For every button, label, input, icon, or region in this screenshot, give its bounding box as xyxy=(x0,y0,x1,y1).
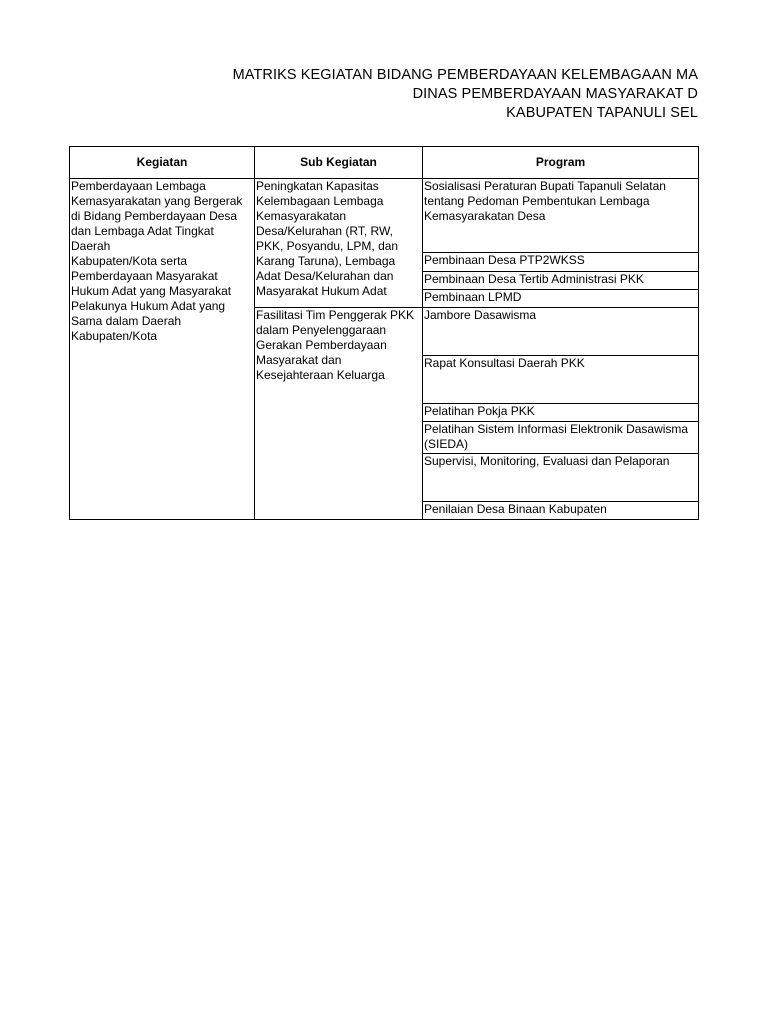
sub-kegiatan-text: Fasilitasi Tim Penggerak PKK dalam Penyelenggaraan Gerakan Pemberdayaan Masyarakat dan Kesejahteraan Keluarga xyxy=(256,308,415,382)
program-cell: Pembinaan Desa PTP2WKSS xyxy=(423,253,699,272)
title-line-2: DINAS PEMBERDAYAAN MASYARAKAT D xyxy=(412,86,698,102)
program-cell: Rapat Konsultasi Daerah PKK xyxy=(423,356,699,404)
sub-kegiatan-cell-1 xyxy=(255,179,423,308)
column-header-program: Program xyxy=(423,147,699,179)
document-title xyxy=(0,66,698,123)
kegiatan-text: Pemberdayaan Lembaga Kemasyarakatan yang Bergerak di Bidang Pemberdayaan Desa dan Lembaga Adat Tingkat Daerah Kabupaten/Kota serta Pemberdayaan Masyarakat Hukum Adat yang Masyarakat Pelakunya Hukum Adat yang Sama dalam Daerah Kabupaten/Kota xyxy=(71,179,243,343)
program-cell: Pelatihan Sistem Informasi Elektronik Dasawisma (SIEDA) xyxy=(423,422,699,454)
kegiatan-cell xyxy=(70,179,255,520)
program-cell: Pembinaan LPMD xyxy=(423,290,699,308)
program-cell: Jambore Dasawisma xyxy=(423,308,699,356)
program-cell: Pembinaan Desa Tertib Administrasi PKK xyxy=(423,272,699,290)
sub-kegiatan-cell-2 xyxy=(255,308,423,520)
program-cell: Pelatihan Pokja PKK xyxy=(423,404,699,422)
title-line-3: KABUPATEN TAPANULI SEL xyxy=(506,105,698,121)
column-header-kegiatan: Kegiatan xyxy=(70,147,255,179)
program-cell: Sosialisasi Peraturan Bupati Tapanuli Selatan tentang Pedoman Pembentukan Lembaga Kemasyarakatan Desa xyxy=(423,179,699,253)
table-row xyxy=(70,179,699,253)
program-cell: Penilaian Desa Binaan Kabupaten xyxy=(423,502,699,520)
program-cell: Supervisi, Monitoring, Evaluasi dan Pelaporan xyxy=(423,454,699,502)
title-line-1: MATRIKS KEGIATAN BIDANG PEMBERDAYAAN KELEMBAGAAN MA xyxy=(232,67,698,83)
table-header-row xyxy=(70,147,699,179)
column-header-sub-kegiatan: Sub Kegiatan xyxy=(255,147,423,179)
activity-matrix-table xyxy=(69,146,699,520)
sub-kegiatan-text: Peningkatan Kapasitas Kelembagaan Lembaga Kemasyarakatan Desa/Kelurahan (RT, RW, PKK, Posyandu, LPM, dan Karang Taruna), Lembaga Adat Desa/Kelurahan dan Masyarakat Hukum Adat xyxy=(256,179,399,298)
